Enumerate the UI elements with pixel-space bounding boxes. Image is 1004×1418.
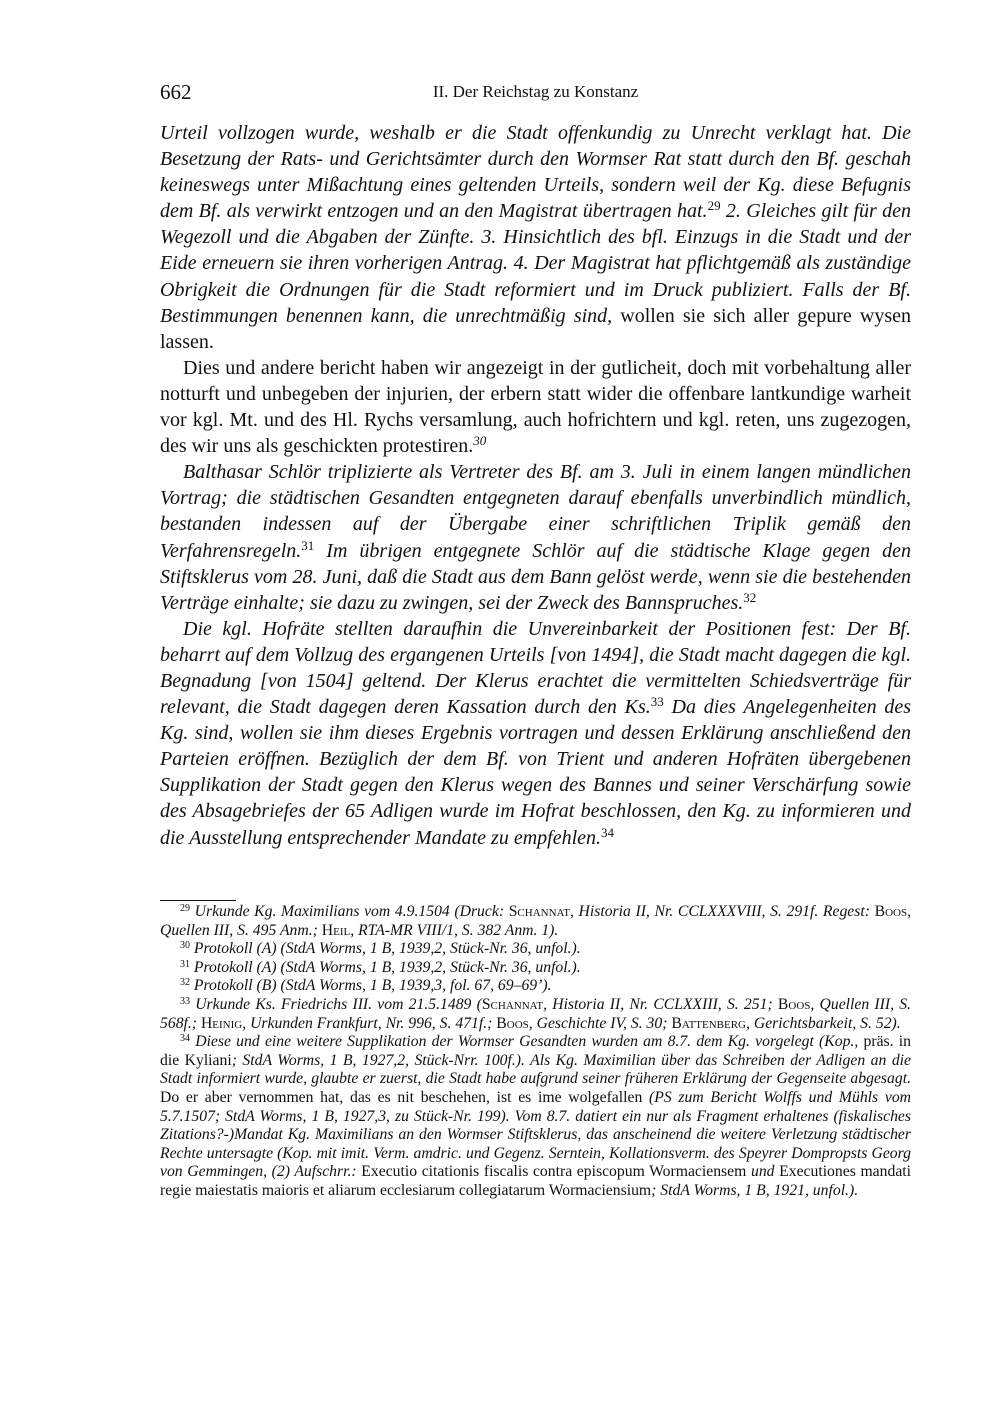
footnote-ref-32[interactable]: 32	[743, 589, 757, 605]
page-number: 662	[160, 80, 192, 104]
footnote-ref-34[interactable]: 34	[601, 824, 615, 840]
footnote-number: 30	[180, 940, 190, 952]
footnote-number: 32	[180, 977, 190, 989]
footnote-number: 31	[180, 958, 190, 970]
footnote-number: 29	[180, 903, 190, 914]
paragraph-4	[160, 616, 911, 851]
footnote-29: $^{29}$ Urkunde Kg. Maximilians vom 4.9.1504 (Druck: Schannat, Historia II, Nr. CCLXXXVIII, S. 291f. Regest: Boos, Quellen III, S. 495 Anm.; Heil, RTA-MR VIII/1, S. 382 Anm. 1).	[160, 903, 912, 939]
main-text	[160, 120, 911, 851]
paragraph-3-italic-cont: Im übrigen entgegnete Schlör auf die städtische Klage gegen den Stiftsklerus vom 28. Juni, daß die Stadt aus dem Bann gelöst werde, wenn sie die bestehenden Verträge einhalte; sie dazu zu zwingen, sei der Zweck des Bannspruches.	[160, 539, 911, 614]
paragraph-2	[160, 355, 911, 459]
paragraph-3-italic: Balthasar Schlör triplizierte als Vertreter des Bf. am 3. Juli in einem langen mündlichen Vortrag; die städtischen Gesandten entgegneten darauf ebenfalls unverbindlich mündlich, bestanden indessen auf der Übergabe einer schriftlichen Triplik gemäß den Verfahrensregeln.	[160, 461, 911, 562]
page-header	[160, 80, 911, 108]
paragraph-4-italic-cont: Da dies Angelegenheiten des Kg. sind, wollen sie ihm dieses Ergebnis vortragen und dessen Erklärung anschließend den Parteien eröffnen. Bezüglich der dem Bf. von Trient und anderen Hofräten übergebenen Supplikation der Stadt gegen den Klerus wegen des Bannes und seiner Verschärfung sowie des Absagebriefes der 65 Adligen wurde im Hofrat beschlossen, den Kg. zu informieren und die Ausstellung entsprechender Mandate zu empfehlen.	[160, 696, 911, 849]
footnote-ref-30[interactable]: 30	[473, 433, 487, 449]
footnote-30: $^{30}$ Protokoll (A) (StdA Worms, 1 B, 1939,2, Stück-Nr. 36, unfol.).	[180, 940, 581, 958]
running-title: II. Der Reichstag zu Konstanz	[432, 82, 639, 101]
paragraph-4-italic: Die kgl. Hofräte stellten daraufhin die Unvereinbarkeit der Positionen fest: Der Bf. beharrt auf dem Vollzug des ergangenen Urteils [von 1494], die Stadt macht dagegen die kgl. Begnadung [von 1504] geltend. Der Klerus erachtet die vermittelten Schiedsverträge für relevant, die Stadt dagegen deren Kassation durch den Ks.	[160, 617, 911, 719]
paragraph-1	[160, 120, 911, 355]
footnote-ref-29[interactable]: 29	[707, 198, 721, 214]
footnote-ref-31[interactable]: 31	[301, 537, 315, 553]
paragraph-1-italic: Urteil vollzogen wurde, weshalb er die Stadt offenkundig zu Unrecht verklagt hat. Die Besetzung der Rats- und Gerichtsämter durch den Wormser Rat statt durch den Bf. geschah keineswegs unter Mißachtung eines geltenden Urteils, sondern weil der Kg. diese Befugnis dem Bf. als verwirkt entzogen und an den Magistrat übertragen hat.	[160, 122, 911, 223]
footnote-33: $^{33}$ Urkunde Ks. Friedrichs III. vom 21.5.1489 (Schannat, Historia II, Nr. CCLXXIII, S. 251; Boos, Quellen III, S. 568f.; Heinig, Urkunden Frankfurt, Nr. 996, S. 471f.; Boos, Geschichte IV, S. 30; Battenberg, Gerichtsbarkeit, S. 52).	[160, 995, 911, 1032]
footnote-number: 33	[180, 995, 190, 1007]
paragraph-2-quote: Dies und andere bericht haben wir angezeigt in der gutlicheit, doch mit vorbehaltung aller notturft und unbegeben der injurien, der erbern statt wider die offenbare lantkundige warheit vor kgl. Mt. und des Hl. Rychs versamlung, auch hofrichtern und kgl. reten, uns zugezogen, des wir uns als geschickten protestiren.	[160, 356, 911, 458]
footnote-34: $^{34}$ Diese und eine weitere Supplikation der Wormser Gesandten wurden am 8.7. dem Kg. vorgelegt (Kop., präs. in die Kyliani; StdA Worms, 1 B, 1927,2, Stück-Nrr. 100f.). Als Kg. Maximilian über das Schreiben der Adligen an die Stadt informiert wurde, glaubte er zuerst, die Stadt habe aufgrund seiner früheren Erklärung der Gegenseite abgesagt. Do er aber vernommen hat, das es nit beschehen, ist es ime wolgefallen (PS zum Bericht Wolffs und Mühls vom 5.7.1507; StdA Worms, 1 B, 1927,3, zu Stück-Nr. 199). Vom 8.7. datiert ein nur als Fragment erhaltenes (fiskalisches Zitations?-)Mandat Kg. Maximilians an den Wormser Stiftsklerus, das anscheinend die weitere Verletzung städtischer Rechte untersagte (Kop. mit imit. Verm. amdric. und Gegenz. Serntein, Kollationsverm. des Speyrer Dompropsts Georg von Gemmingen, (2) Aufschrr.: Executio citationis fiscalis contra episcopum Wormaciensem und Executiones mandati regie maiestatis maioris et aliarum ecclesiarum collegiatarum Wormaciensium; StdA Worms, 1 B, 1921, unfol.).	[160, 1033, 912, 1199]
footnote-31: $^{31}$ Protokoll (A) (StdA Worms, 1 B, 1939,2, Stück-Nr. 36, unfol.).	[180, 958, 581, 976]
paragraph-3	[160, 459, 911, 616]
footnote-ref-33[interactable]: 33	[650, 694, 664, 710]
footnote-number: 34	[180, 1033, 190, 1045]
paragraph-1-quote: wollen sie sich aller gepure wysen lassen.	[160, 304, 911, 353]
footnotes	[160, 903, 911, 1201]
footnote-32: $^{32}$ Protokoll (B) (StdA Worms, 1 B, 1939,3, fol. 67, 69–69’).	[180, 977, 552, 995]
paragraph-1-italic-cont: 2. Gleiches gilt für den Wegezoll und die Abgaben der Zünfte. 3. Hinsichtlich des bfl. Einzugs in die Stadt und der Eide erneuern sie ihren vorherigen Antrag. 4. Der Magistrat hat pflichtgemäß als zuständige Obrigkeit die Ordnungen für die Stadt reformiert und im Druck publiziert. Falls der Bf. Bestimmungen benennen kann, die unrechtmäßig sind,	[160, 200, 912, 327]
footnote-divider	[160, 900, 236, 901]
